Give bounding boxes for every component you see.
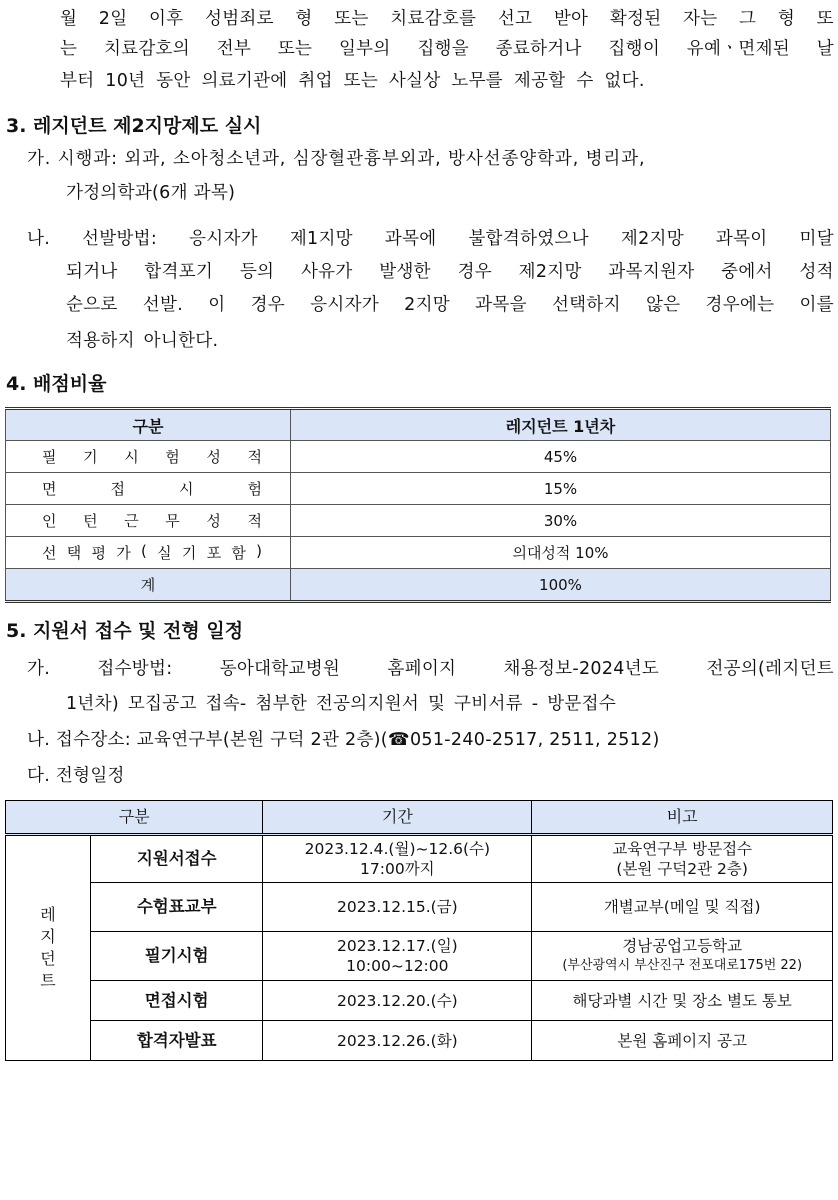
label-char: 포 [206, 544, 222, 562]
row-value: 15% [291, 473, 831, 505]
label-char: 필 [42, 448, 57, 466]
table-row [6, 835, 833, 883]
word: 접수방법: [97, 659, 173, 679]
word: 되거나 [66, 262, 118, 282]
word: 이 [208, 295, 226, 315]
label-char: 무 [165, 512, 180, 530]
word: 중에서 [721, 262, 773, 282]
word: 과목지원자 [608, 262, 695, 282]
section-3-na-line-2 [66, 259, 834, 285]
word: 응시자가 [310, 295, 379, 315]
word: 전공의(레지던트 [706, 659, 834, 679]
word: 제1지망 [289, 229, 353, 249]
row-value: 의대성적 10% [291, 537, 831, 569]
row-label [6, 441, 291, 473]
intro-line-1 [60, 6, 834, 32]
word: 전부 [216, 39, 252, 59]
total-value: 100% [291, 569, 831, 602]
note-line: (본원 구덕2관 2층) [616, 860, 748, 878]
label-char: 접 [110, 480, 125, 498]
word: 않은 [645, 295, 681, 315]
word: 받아 [553, 9, 589, 29]
label-char: 평 [91, 544, 106, 562]
note-line: 교육연구부 방문접수 [612, 840, 753, 858]
word: 치료감호를 [390, 9, 477, 29]
word: 날 [816, 39, 834, 59]
word: 집행이 [608, 39, 661, 59]
stage-cell: 합격자발표 [91, 1021, 263, 1061]
table-row [6, 505, 831, 537]
stage-cell: 필기시험 [91, 932, 263, 981]
word: 또는 [277, 39, 313, 59]
word: 또 [816, 9, 834, 29]
note-cell [532, 835, 833, 883]
word: 월 [60, 9, 78, 29]
label-char: 시 [124, 448, 139, 466]
note-cell: 개별교부(메일 및 직접) [532, 883, 833, 932]
stage-cell: 면접시험 [91, 981, 263, 1021]
word: 채용정보-2024년도 [503, 659, 660, 679]
section-4-title: 4. 배점비율 [6, 373, 107, 395]
word: 선택하지 [551, 295, 621, 315]
word: 성범죄로 [205, 9, 274, 29]
label-char: 면 [42, 480, 57, 498]
group-char: 트 [40, 971, 56, 990]
intro-line-3: 부터 10년 동안 의료기관에 취업 또는 사실상 노무를 제공할 수 없다. [60, 71, 645, 91]
word: 불합격하였으나 [468, 229, 589, 249]
label-char: ( [141, 542, 147, 560]
word: 선발. [142, 295, 184, 315]
group-char: 레 [40, 905, 56, 924]
word: 확정된 [609, 9, 662, 29]
table-row [6, 441, 831, 473]
period-line: 2023.12.4.(월)~12.6(수) [304, 840, 491, 858]
label-char: 성 [206, 512, 221, 530]
label-char: 성 [206, 448, 221, 466]
note-line: (부산광역시 부산진구 전포대로175번 22) [562, 958, 803, 973]
note-cell [532, 932, 833, 981]
word: 경우에는 [705, 295, 775, 315]
word: 선발방법: [82, 229, 158, 249]
word: 치료감호의 [103, 39, 190, 59]
stage-cell: 수험표교부 [91, 883, 263, 932]
table-row [6, 1021, 833, 1061]
word: 제2지망 [518, 262, 582, 282]
word: 2일 [98, 9, 128, 29]
label-char: 적 [247, 512, 262, 530]
label-char: 택 [66, 544, 82, 562]
group-char: 지 [40, 927, 56, 946]
word: 2지망 [404, 295, 451, 315]
period-cell [263, 835, 532, 883]
label-char: 인 [42, 512, 57, 530]
section-5-ga-line-1 [27, 656, 834, 682]
label-char: 기 [181, 544, 197, 562]
word: 자는 [683, 9, 718, 29]
word: 일부의 [338, 39, 391, 59]
row-label [6, 473, 291, 505]
header-category: 구분 [6, 801, 263, 835]
table-total-row [6, 569, 831, 602]
note-line: 경남공업고등학교 [622, 937, 743, 955]
label-char: 기 [83, 448, 98, 466]
section-3-na-line-4: 적용하지 아니한다. [66, 331, 219, 351]
word: 미달 [799, 229, 834, 249]
word: 홈페이지 [387, 659, 457, 679]
label-char: 턴 [83, 512, 98, 530]
header-resident-year1: 레지던트 1년차 [291, 409, 831, 441]
period-line: 17:00까지 [360, 860, 435, 878]
table-row [6, 537, 831, 569]
table-header-row [6, 409, 831, 441]
table-row [6, 981, 833, 1021]
word: 등의 [239, 262, 275, 282]
label-char: 함 [231, 544, 246, 562]
word: 는 [60, 39, 78, 59]
note-cell: 본원 홈페이지 공고 [532, 1021, 833, 1061]
word: 또는 [334, 9, 369, 29]
word: 성적 [799, 262, 834, 282]
word: 이후 [149, 9, 184, 29]
word: 형 [295, 9, 313, 29]
section-5-title: 5. 지원서 접수 및 전형 일정 [6, 620, 244, 642]
word: 응시자가 [189, 229, 258, 249]
row-value: 45% [291, 441, 831, 473]
section-3-na-line-3 [66, 292, 834, 318]
word: 순으로 [66, 295, 118, 315]
word: 집행을 [417, 39, 469, 59]
note-cell: 해당과별 시간 및 장소 별도 통보 [532, 981, 833, 1021]
intro-line-2 [60, 36, 834, 62]
word: 과목이 [715, 229, 768, 249]
table-row [6, 473, 831, 505]
word: 과목에 [384, 229, 437, 249]
word: 형 [777, 9, 796, 29]
period-line: 10:00~12:00 [346, 957, 449, 975]
section-5-da: 다. 전형일정 [27, 766, 125, 786]
period-cell: 2023.12.20.(수) [263, 981, 532, 1021]
word: 발생한 [379, 262, 431, 282]
score-ratio-table [5, 407, 831, 603]
label-char: 험 [247, 480, 262, 498]
period-cell: 2023.12.15.(금) [263, 883, 532, 932]
word: 그 [739, 9, 757, 29]
header-period: 기간 [263, 801, 532, 835]
word: 유예ㆍ면제된 [686, 39, 790, 59]
label-char: 실 [157, 544, 172, 562]
label-char: ) [256, 542, 262, 560]
section-3-title: 3. 레지던트 제2지망제도 실시 [6, 115, 262, 137]
word: 동아대학교병원 [219, 659, 341, 679]
word: 경우 [457, 262, 492, 282]
label-char: 선 [42, 544, 57, 562]
group-char: 던 [40, 949, 56, 968]
header-category: 구분 [6, 409, 291, 441]
section-3-na-line-1 [27, 226, 834, 252]
group-label-resident [6, 835, 91, 1061]
table-row [6, 932, 833, 981]
word: 이를 [799, 295, 834, 315]
label-char: 시 [179, 480, 194, 498]
stage-cell: 지원서접수 [91, 835, 263, 883]
schedule-table [5, 800, 833, 1061]
section-3-ga-line-2: 가정의학과(6개 과목) [66, 183, 236, 203]
table-header-row [6, 801, 833, 835]
word: 사유가 [300, 262, 353, 282]
period-cell [263, 932, 532, 981]
label-char: 적 [247, 448, 262, 466]
word: 과목을 [475, 295, 527, 315]
word: 선고 [497, 9, 533, 29]
word: 종료하거나 [495, 39, 582, 59]
header-note: 비고 [532, 801, 833, 835]
label-char: 근 [124, 512, 139, 530]
row-label [6, 505, 291, 537]
label-char: 가 [116, 544, 131, 562]
section-5-na: 나. 접수장소: 교육연구부(본원 구덕 2관 2층)(☎051-240-2517, 2511, 2512) [27, 730, 660, 750]
section-3-ga-line-1: 가. 시행과: 외과, 소아청소년과, 심장혈관흉부외과, 방사선종양학과, 병리과, [27, 149, 646, 169]
total-label: 계 [6, 569, 291, 602]
word: 경우 [250, 295, 286, 315]
word: 합격포기 [144, 262, 214, 282]
label-char: 험 [165, 448, 180, 466]
row-value: 30% [291, 505, 831, 537]
row-label [6, 537, 291, 569]
word: 나. [27, 229, 51, 249]
period-cell: 2023.12.26.(화) [263, 1021, 532, 1061]
word: 가. [27, 659, 51, 679]
section-5-ga-line-2: 1년차) 모집공고 접속- 첨부한 전공의지원서 및 구비서류 - 방문접수 [66, 694, 617, 714]
table-row [6, 883, 833, 932]
period-line: 2023.12.17.(일) [336, 937, 458, 955]
word: 제2지망 [620, 229, 684, 249]
